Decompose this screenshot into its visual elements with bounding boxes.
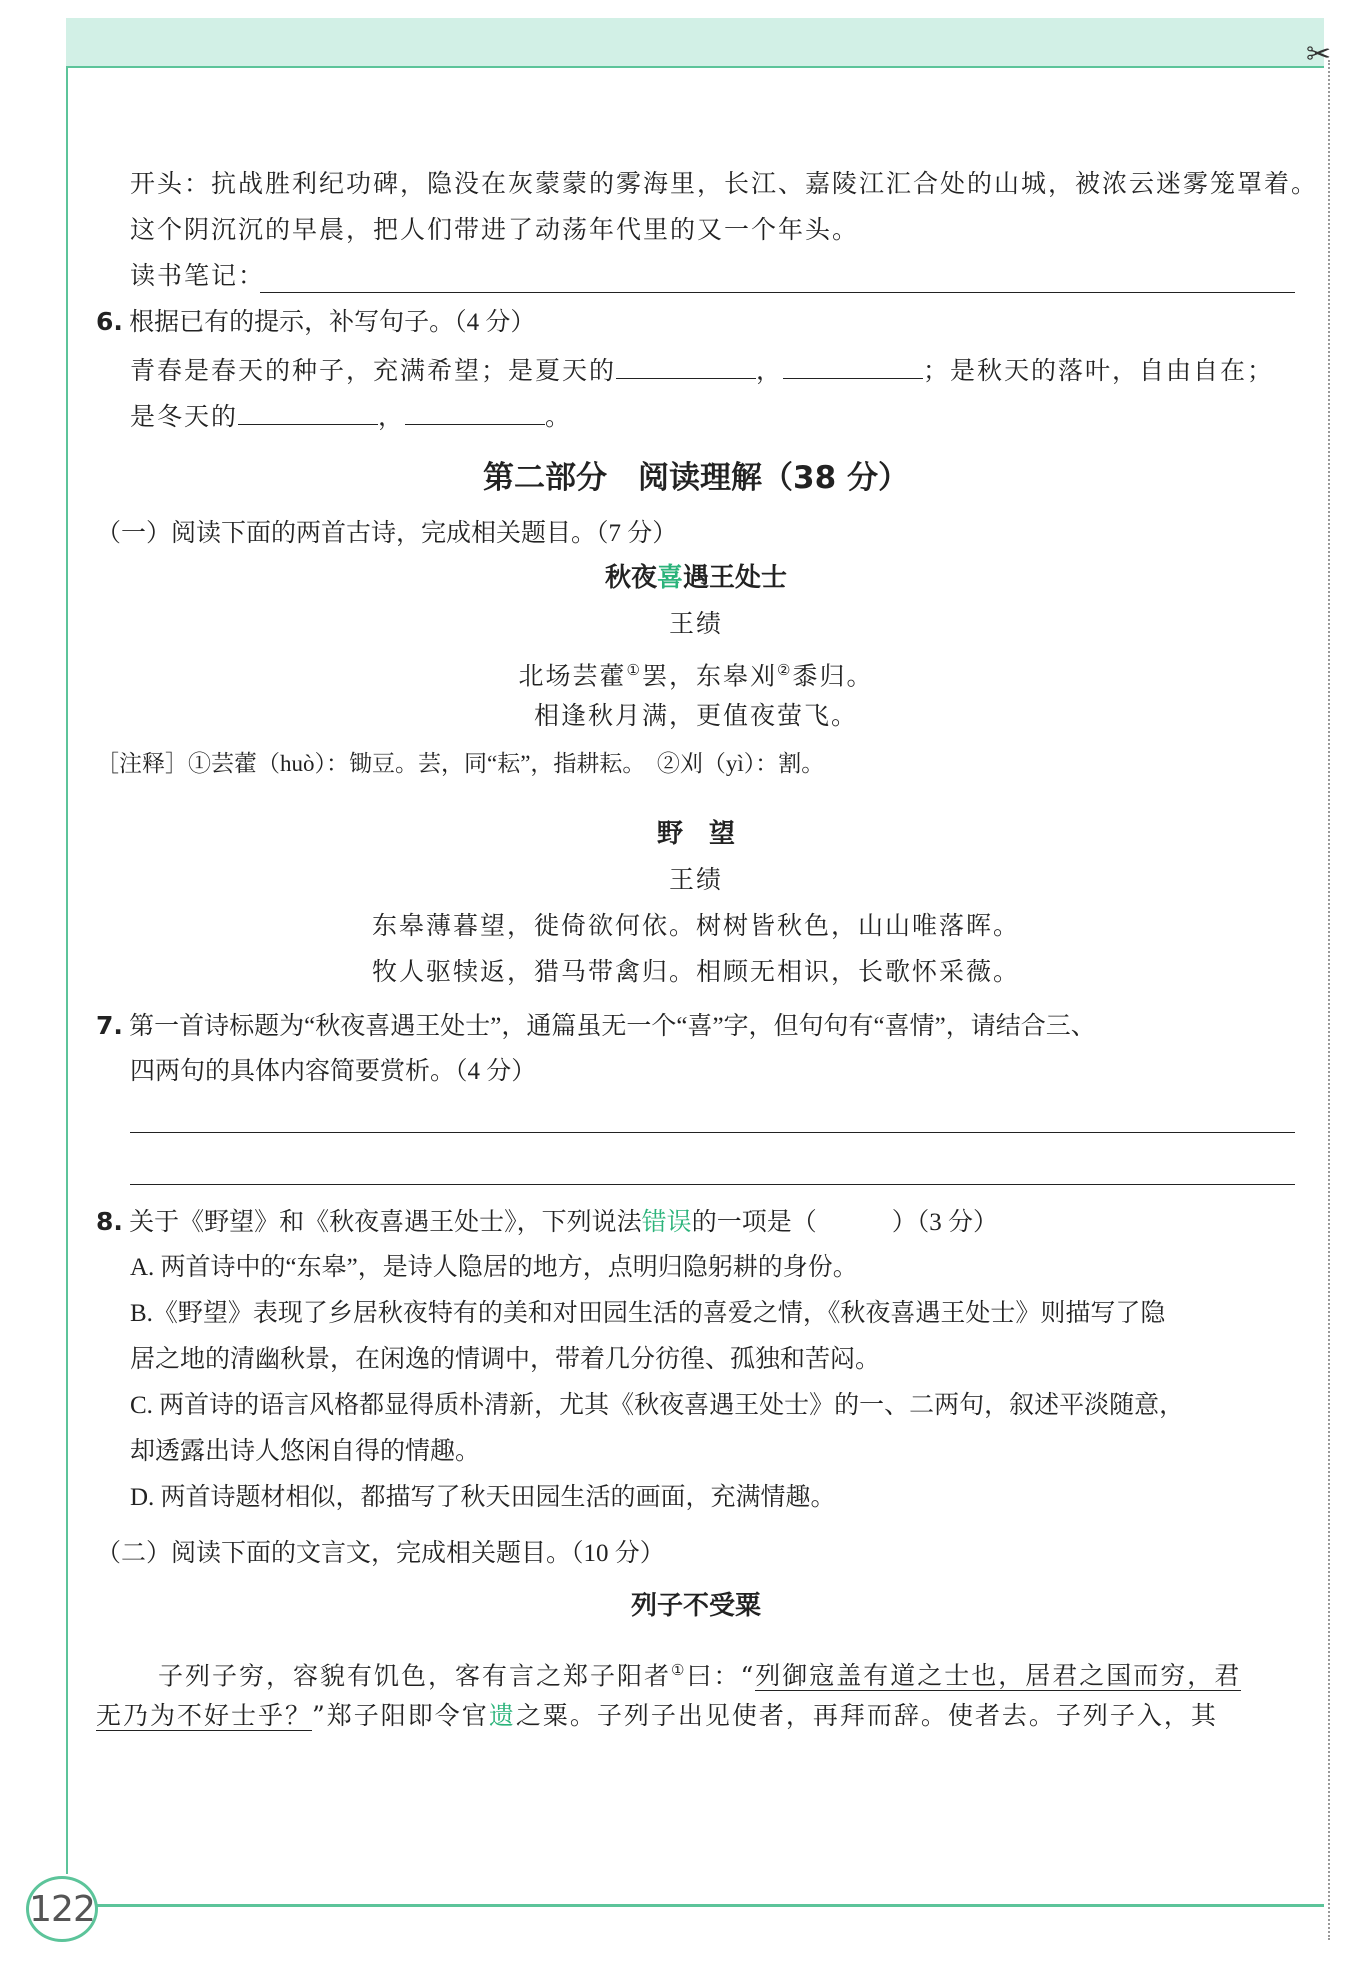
q7-line-2: 四两句的具体内容简要赏析。（4 分） bbox=[130, 1058, 537, 1085]
frame-bottom-line bbox=[92, 1904, 1324, 1907]
frame-top-line bbox=[66, 66, 1324, 68]
q6-blank-1[interactable] bbox=[616, 352, 756, 379]
q6-line-1: 青春是春天的种子，充满希望；是夏天的 ， ；是秋天的落叶，自由自在； bbox=[130, 352, 1274, 389]
frame-left-line bbox=[66, 66, 68, 1874]
notes-label: 读书笔记： bbox=[130, 261, 266, 290]
q7-number: 7. bbox=[96, 1011, 123, 1040]
kaitou-line-1: 开头：抗战胜利纪功碑，隐没在灰蒙蒙的雾海里，长江、嘉陵江汇合处的山城，被浓云迷雾笼罩着。 bbox=[130, 169, 1319, 198]
poem2-author: 王绩 bbox=[668, 865, 723, 894]
notes-answer-line[interactable] bbox=[260, 292, 1295, 293]
q7-answer-line-1[interactable] bbox=[130, 1132, 1295, 1133]
q8-option-b-1: B.《野望》表现了乡居秋夜特有的美和对田园生活的喜爱之情，《秋夜喜遇王处士》则描写了隐 bbox=[130, 1300, 1166, 1327]
part2-title: 第二部分 阅读理解（38 分） bbox=[483, 460, 909, 496]
section1-header: （一）阅读下面的两首古诗，完成相关题目。（7 分） bbox=[96, 520, 678, 547]
section2-header: （二）阅读下面的文言文，完成相关题目。（10 分） bbox=[96, 1540, 665, 1567]
poem2-line-2: 牧人驱犊返，猎马带禽归。相顾无相识，长歌怀采薇。 bbox=[371, 957, 1020, 986]
poem1-line-1: 北场芸藿①罢，东皋刈②黍归。 bbox=[518, 661, 874, 691]
q7-line-1: 7. 第一首诗标题为“秋夜喜遇王处士”，通篇虽无一个“喜”字，但句句有“喜情”，请结合三、 bbox=[96, 1011, 1096, 1040]
q8-option-c-1: C. 两首诗的语言风格都显得质朴清新，尤其《秋夜喜遇王处士》的一、二两句，叙述平淡随意， bbox=[130, 1392, 1185, 1419]
wenyan-line-2: 无乃为不好士乎？”郑子阳即令官遗之粟。子列子出见使者，再拜而辞。使者去。子列子入，其 bbox=[96, 1701, 1218, 1730]
q6-prompt: 6. 根据已有的提示，补写句子。（4 分） bbox=[96, 307, 536, 336]
page-number: 122 bbox=[26, 1876, 98, 1942]
q6-blank-2[interactable] bbox=[783, 352, 923, 379]
kaitou-line-2: 这个阴沉沉的早晨，把人们带进了动荡年代里的又一个年头。 bbox=[130, 215, 860, 244]
top-color-band bbox=[66, 18, 1324, 66]
q8-number: 8. bbox=[96, 1207, 123, 1236]
q7-answer-line-2[interactable] bbox=[130, 1184, 1295, 1185]
q8-option-b-2: 居之地的清幽秋景，在闲逸的情调中，带着几分彷徨、孤独和苦闷。 bbox=[130, 1346, 881, 1373]
poem1-note: ［注释］①芸藿（huò）：锄豆。芸，同“耘”，指耕耘。 ②刈（yì）：割。 bbox=[96, 751, 825, 776]
wenyan-line-1: 子列子穷，容貌有饥色，客有言之郑子阳者①曰：“列御寇盖有道之士也，居君之国而穷，君 bbox=[158, 1661, 1242, 1691]
q8-prompt: 8. 关于《野望》和《秋夜喜遇王处士》，下列说法错误的一项是（ ）（3 分） bbox=[96, 1207, 998, 1236]
wenyan-underline-1: 列御寇盖有道之士也，居君之国而穷，君 bbox=[755, 1661, 1242, 1691]
cut-line bbox=[1328, 60, 1330, 1940]
poem1-author: 王绩 bbox=[668, 609, 723, 638]
q6-number: 6. bbox=[96, 307, 123, 336]
q6-blank-3[interactable] bbox=[238, 398, 378, 425]
q6-line-2: 是冬天的 ， 。 bbox=[130, 398, 572, 435]
q8-option-a: A. 两首诗中的“东皋”，是诗人隐居的地方，点明归隐躬耕的身份。 bbox=[130, 1254, 858, 1281]
q6-blank-4[interactable] bbox=[405, 398, 545, 425]
poem2-line-1: 东皋薄暮望，徙倚欲何依。树树皆秋色，山山唯落晖。 bbox=[371, 911, 1020, 940]
wenyan-underline-2: 无乃为不好士乎？ bbox=[96, 1701, 313, 1730]
wenyan-title: 列子不受粟 bbox=[630, 1591, 761, 1621]
poem1-line-2: 相逢秋月满，更值夜萤飞。 bbox=[533, 701, 858, 730]
q8-option-d: D. 两首诗题材相似，都描写了秋天田园生活的画面，充满情趣。 bbox=[130, 1484, 836, 1511]
scissors-icon: ✂ bbox=[1306, 37, 1332, 72]
poem2-title: 野 望 bbox=[656, 819, 735, 849]
q8-option-c-2: 却透露出诗人悠闲自得的情趣。 bbox=[130, 1438, 481, 1465]
poem1-title: 秋夜喜遇王处士 bbox=[604, 563, 788, 593]
